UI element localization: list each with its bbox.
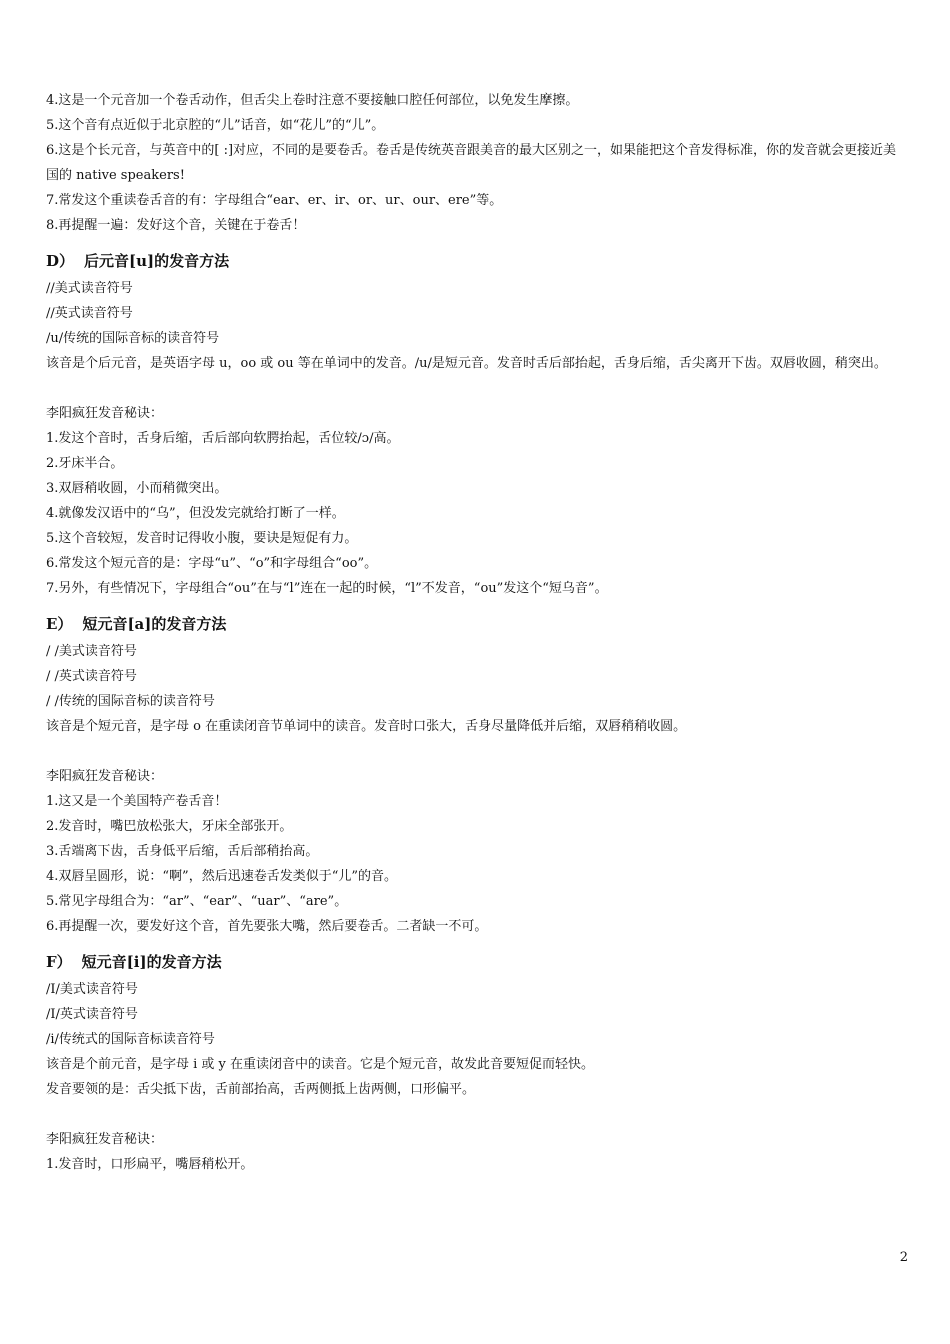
tip-line: 3.舌端离下齿，舌身低平后缩，舌后部稍抬高。 (46, 844, 319, 859)
section-d-heading (46, 246, 908, 276)
tips-title: 李阳疯狂发音秘诀： (46, 406, 164, 421)
spacer (46, 376, 908, 401)
tip-line: 4.这是一个元音加一个卷舌动作，但舌尖上卷时注意不要接触口腔任何部位，以免发生摩擦。 (46, 93, 579, 108)
section-f-heading (46, 947, 908, 977)
tip-line: 4.双唇呈圆形，说：“啊”，然后迅速卷舌发类似于“儿”的音。 (46, 869, 397, 884)
section-letter: F） (46, 953, 72, 971)
symbol-line: / /传统的国际音标的读音符号 (46, 694, 215, 709)
section-letter: E） (46, 615, 73, 633)
symbol-line: / /英式读音符号 (46, 669, 137, 684)
tip-line: 8.再提醒一遍：发好这个音，关键在于卷舌！ (46, 218, 306, 233)
description-paragraph: 发音要领的是：舌尖抵下齿，舌前部抬高，舌两侧抵上齿两侧，口形偏平。 (46, 1082, 476, 1097)
tip-line: 6.再提醒一次，要发好这个音，首先要张大嘴，然后要卷舌。二者缺一不可。 (46, 919, 488, 934)
symbol-line: //英式读音符号 (46, 306, 133, 321)
section-letter: D） (46, 252, 75, 270)
tip-line: 3.双唇稍收圆，小而稍微突出。 (46, 481, 228, 496)
tip-line: 1.发这个音时，舌身后缩，舌后部向软腭抬起，舌位较/ɔ/高。 (46, 431, 400, 446)
tip-line: 1.发音时，口形扁平，嘴唇稍松开。 (46, 1157, 254, 1172)
tip-line: 1.这又是一个美国特产卷舌音！ (46, 794, 228, 809)
section-title-pre: 短元音 (81, 953, 127, 971)
section-title-pre: 短元音 (82, 615, 128, 633)
description-paragraph: 该音是个后元音，是英语字母 u，oo 或 ou 等在单词中的发音。/u/是短元音。发音时舌后部抬起，舌身后缩，舌尖离开下齿。双唇收圆，稍突出。 (46, 356, 887, 371)
tip-line: 2.发音时，嘴巴放松张大，牙床全部张开。 (46, 819, 293, 834)
tip-line: 6.这是个长元音，与英音中的[ :]对应，不同的是要卷舌。卷舌是传统英音跟美音的最大区别之一，如果能把这个音发得标准，你的发音就会更接近美国的 native speakers! (46, 143, 897, 183)
tips-title: 李阳疯狂发音秘诀： (46, 1132, 164, 1147)
section-title-pre: 后元音 (84, 252, 130, 270)
tip-line: 6.常发这个短元音的是：字母“u”、“o”和字母组合“oo”。 (46, 556, 378, 571)
tip-line: 7.常发这个重读卷舌音的有：字母组合“ear、er、ir、or、ur、our、ere”等。 (46, 193, 503, 208)
spacer (46, 739, 908, 764)
phonetic-symbol: [a] (127, 615, 152, 633)
symbol-line: //美式读音符号 (46, 281, 133, 296)
document-body (46, 88, 908, 1177)
tip-line: 7.另外，有些情况下，字母组合“ou”在与“l”连在一起的时候，“l”不发音，“ou”发这个“短乌音”。 (46, 581, 608, 596)
page-number: 2 (899, 1250, 908, 1265)
section-title-post: 的发音方法 (151, 615, 227, 633)
section-e-heading (46, 609, 908, 639)
tips-title: 李阳疯狂发音秘诀： (46, 769, 164, 784)
symbol-line: /i/传统式的国际音标读音符号 (46, 1032, 215, 1047)
tip-line: 5.这个音较短，发音时记得收小腹，要诀是短促有力。 (46, 531, 358, 546)
section-title-post: 的发音方法 (154, 252, 230, 270)
tip-line: 5.常见字母组合为：“ar”、“ear”、“uar”、“are”。 (46, 894, 348, 909)
phonetic-symbol: [i] (126, 953, 147, 971)
description-paragraph: 该音是个前元音，是字母 i 或 y 在重读闭音中的读音。它是个短元音，故发此音要短促而轻快。 (46, 1057, 595, 1072)
symbol-line: / /美式读音符号 (46, 644, 137, 659)
symbol-line: /I/美式读音符号 (46, 982, 138, 997)
description-paragraph: 该音是个短元音，是字母 o 在重读闭音节单词中的读音。发音时口张大，舌身尽量降低并后缩，双唇稍稍收圆。 (46, 719, 687, 734)
symbol-line: /u/传统的国际音标的读音符号 (46, 331, 220, 346)
phonetic-symbol: [u] (129, 252, 155, 270)
tip-line: 2.牙床半合。 (46, 456, 124, 471)
section-title-post: 的发音方法 (146, 953, 222, 971)
tip-line: 5.这个音有点近似于北京腔的“儿”话音，如“花儿”的“儿”。 (46, 118, 385, 133)
symbol-line: /I/英式读音符号 (46, 1007, 138, 1022)
spacer (46, 1102, 908, 1127)
tip-line: 4.就像发汉语中的“乌”，但没发完就给打断了一样。 (46, 506, 345, 521)
